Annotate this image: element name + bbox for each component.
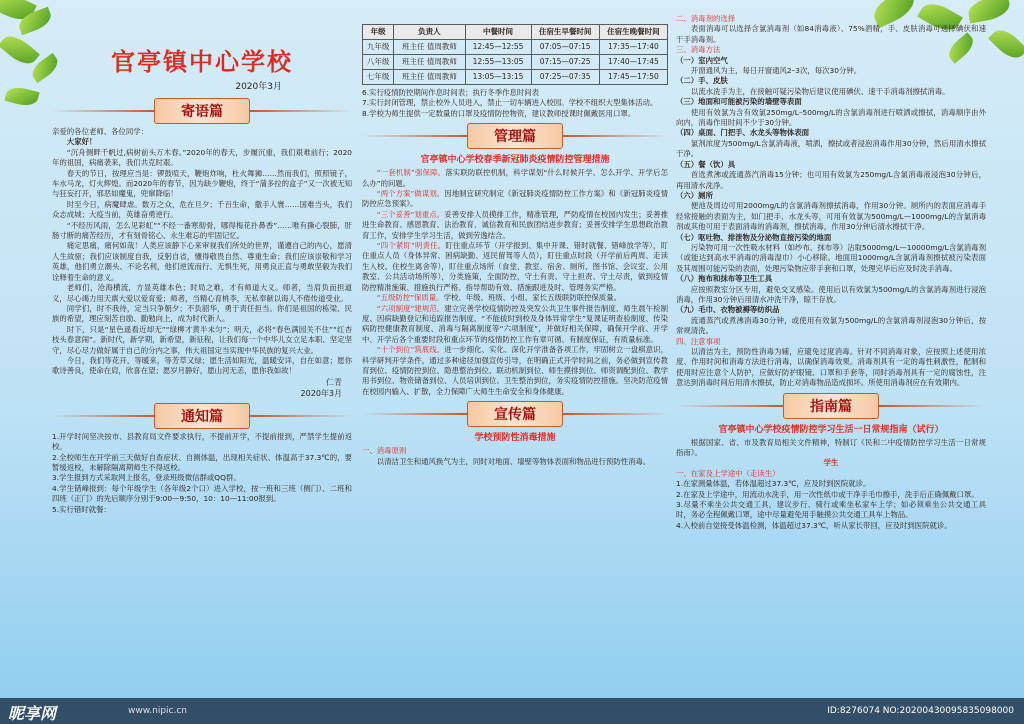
- list-item: 5.实行错时就餐：: [52, 504, 111, 514]
- column-right: [676, 14, 986, 694]
- disinfection-methods: 二、消毒剂的选择 表面消毒可以选择含氯消毒剂（如84消毒液）、75%酒精，手、皮肤消毒可选择碘伏和速干手消毒剂。 三、消毒方法 （一）室内空气 开窗通风为主，每日开窗通风2–3次，每次30分钟。 （二）手、皮肤 以流水洗手为主，在接触可疑污染物后建议使用碘伏、速干手消毒剂擦拭消毒。 （三）地面和可能被污染的墙壁等表面 使用有效氯为含有效氯250mg/L–500mg/L的含氯消毒剂进行喷洒或擦拭，消毒顺序由外向内，消毒作用时间不少于30分钟。 （四）桌面、门把手、水龙头等物体表面 氯剂浓度为500mg/L含氯消毒液，喷洒，擦拭或者浸泡消毒作用30分钟，然后用清水擦拭干净。 （五）餐（饮）具 首选煮沸或流通蒸汽消毒15分钟；也可用有效氯为250mg/L含氯消毒液浸泡30分钟后，再用清水洗净。 （六）厕所 便池及周边可用2000mg/L的含氯消毒剂擦拭消毒，作用30分钟。厕所内的表面应消毒手经常接触的表面为主，如门把手、水龙头等，可用有效氯为500mg/L—1000mg/L的含氯消毒剂或其他可用于表面消毒的消毒剂，擦拭消毒，作用30分钟后清水擦拭干净。 （七）呕吐物、排泄物及分泌物直接污染的地面 污染物可用一次性吸水材料（如纱布、抹布等）沾取5000mg/L—10000mg/L含氯消毒剂（或能达到高水平消毒的消毒湿巾）小心移除。地面用1000mg/L含氯消毒剂擦拭被污染表面及其周围可能污染的表面，处理污染物应带手套和口罩，处理完毕后应及时洗手消毒。 （八）拖布和抹布等卫生工具 应按照教室分区专用，避免交叉感染。使用后以有效氯为500mg/L的含氯消毒剂进行浸泡消毒，作用30分钟后用清水冲洗干净，晾干存放。 （九）毛巾、衣物被褥等纺织品 流通蒸汽或煮沸消毒30分钟，或使用有效氯为500mg/L的含氯消毒剂浸泡30分钟后，按常规清洗。 四、注意事项 以清洁为主，预防性消毒为辅，应避免过度消毒。针对不同消毒对象，应按照上述使用浓度、作用时间和消毒方法进行消毒，以确保消毒效果。消毒剂具有一定的毒性刺激性，配制和使用时应注意个人防护，应做好防护眼镜、口罩和手套等，同时消毒剂具有一定的腐蚀性，注意达到消毒时间后用清水擦拭，防止对消毒物品造成损坏。所使用消毒剂应在有效期内。: [676, 14, 986, 388]
- list-item: 2.在家及上学途中，用流动水洗手，用一次性纸巾或干净手毛巾擦手，洗手后正确佩戴口罩。: [676, 489, 979, 499]
- guide-text: 根据国家、省、市及教育局相关文件精神，特制订《民和二中疫情防控学习生活一日常规指南》。 学生 一、在家及上学途中（走读生） 1.在家测量体温，若体温超过37.3℃，应及时到医院就诊。 2.在家及上学途中，用流动水洗手，用一次性纸巾或干净手毛巾擦手，洗手后正确佩戴口罩。 3.尽量不乘坐公共交通工具，建议步行、骑行或乘坐私家车上学；如必须乘坐公共交通工具时，务必全程佩戴口罩，途中尽量避免用手触摸公共交通工具车上物品。 4.入校前自觉接受体温检测，体温超过37.3℃，听从家长带回，应及时到医院就诊。: [676, 437, 986, 530]
- column-middle: [362, 14, 668, 694]
- header-date: 2020年3月: [235, 82, 282, 92]
- column-left: [52, 14, 352, 694]
- disinfection-subtitle: 学校预防性消毒措施: [474, 433, 556, 444]
- watermark-footer: [0, 698, 1024, 724]
- banner-management: 管理篇: [362, 123, 668, 149]
- list-item: 1.开学时间坚决按市、县教育局文件要求执行，不提前开学，不提前报到，严禁学生提前返校。: [52, 431, 352, 452]
- list-item: 1.在家测量体温，若体温超过37.3℃，应及时到医院就诊。: [676, 479, 871, 489]
- table-row: 九年级 班主任 值周教师 12:45—12:55 07:05—07:15 17:35—17:40: [363, 40, 668, 55]
- list-item: 3.学生报到方式采取网上报名，登录班级微信群或QQ群。: [52, 473, 241, 483]
- sign-date: 2020年3月: [300, 388, 342, 398]
- list-item: 2.全校师生在开学前三天做好自查症状、自测体温，出现相关症状、体温高于37.3℃的，要暂缓返校，未解除隔离期师生不得返校。: [52, 452, 352, 472]
- disinfection-principle: 一、消毒原则 以清洁卫生和通风换气为主，同时对地面、墙壁等物体表面和物品进行预防性消毒。: [362, 446, 651, 466]
- meal-schedule-table: [362, 24, 668, 85]
- banner-notice: 通知篇: [52, 403, 352, 429]
- image-id-label: ID:8276074 NO:20200430095835098000: [827, 706, 1014, 716]
- list-item: 4.学生错峰报到：每个年级学生（各年级2个口）进入学校，按一班和三班（侧门）、二班和四班（正门）的先后顺序分别于9:00—9:50，10：10—11:00报到。: [52, 483, 352, 504]
- banner-message: 寄语篇: [52, 98, 352, 124]
- banner-guide: 指南篇: [676, 393, 986, 419]
- management-subtitle: 官亭镇中心学校春季新冠肺炎疫情防控管理措施: [420, 155, 610, 166]
- table-row: 七年级 班主任 值周教师 13:05—13:15 07:25—07:35 17:45—17:50: [363, 70, 668, 85]
- list-item: 4.入校前自觉接受体温检测，体温超过37.3℃，听从家长带回，应及时到医院就诊。: [676, 520, 952, 530]
- watermark-url: www.nipic.cn: [128, 706, 187, 716]
- notice-continued: 6.实行疫情防控期间作息时间表；执行冬季作息时间表 7.实行封闭管理，禁止校外人员进入，禁止一切车辆进入校园。学校不组织大型集体活动。 8.学校为师生提供一定数量的口罩及疫情防控物资，建议教师授课时佩戴医用口罩。: [362, 88, 658, 118]
- table-row: 八年级 班主任 值周教师 12:55—13:05 07:15—07:25 17:40—17:45: [363, 55, 668, 70]
- banner-publicity: 宣传篇: [362, 401, 668, 427]
- signer-name: 仁青: [326, 377, 342, 387]
- notice-list: [52, 432, 352, 515]
- table-header-row: 年级 负责人 中餐时间 住宿生早餐时间 住宿生晚餐时间: [363, 25, 668, 40]
- page-title: 官亭镇中心学校: [111, 47, 293, 76]
- watermark-logo: 昵享网: [8, 704, 57, 723]
- list-item: 3.尽量不乘坐公共交通工具，建议步行、骑行或乘坐私家车上学；如必须乘坐公共交通工具时，务必全程佩戴口罩，途中尽量避免用手触摸公共交通工具车上物品。: [676, 500, 986, 520]
- message-text: 亲爱的各位老师、各位同学： 大家好！ “沉舟侧畔千帆过,病树前头万木春。”2020年的春天，步履沉重，我们艰难前行；2020年的祖国，病痛袭来，我们共克时艰。 春天的节日，按理应当是：锣鼓喧天，鞭炮炸响，杜火舞狮……然而我们，照照镜子，车水马龙，灯火辉煌。而2020年的春节，因为缺少鞭炮，终于“蒲多拉的盒子”又一次被无知与狂妄打开，邪恶如魔鬼，兜窜降临！ 时至今日，病魔肆虐。数万之众，危在旦夕；千百生命，撒手人寰……国难当头，我们众志成城；大疫当前，英雄奋勇逆行。 “不经历风雨，怎么见彩虹”“不经一番寒彻骨，哪得梅花扑鼻香”……唯有撕心裂肺，肝肠寸断的痛苦经历，才有刻骨铭心、永生难忘的牢固记忆。 痛定思痛，痛何如哉！人类应该静下心来审视我们所处的世界，谨遵自己的内心，愿清人生故驱；我们应该制度自我，反躬自省，懂得敬畏自然、尊重生命；我们应该崇敬和学习英雄，他们勇立潮头、不论名利，他们逆流而行、无惧生死，用勇良正直与勇敢坚毅为我们诠释着生命的意义。 老师们，沧海横流，方显英雄本色；时局之难，才有师道大义。师者，当肩负而担道义，尽心竭力用天禀大爱以爱育爱；师者，当精心育桃李，无私奉献以诲人不倦传道受业。 同学们，时不我待，定当只争朝夕；不负韶华，勇于责任担当。你们是祖国的栋梁、民族的希望，理应刻苦自励、勤勉向上，成为时代新人。 时下，只是“星色遥看近却无”“绿柳才黄半未匀”；明天，必将“春色满园关不住”“红杏枝头春意闹”。新时代，新学期，新希望，新征程，让我们每一个中华儿女立足本职、坚定坚守，尽心尽力做好属于自己的分内之事，伟大祖国定当实现中华民族的复兴大业。 今日，我们等花开，等暖来，等芳草又绿；愿生活如阳光，温暖安详，自在如意；愿你歌诗善良，使命在肩，欣喜在望；愿岁月静好，愿山河无恙，愿你我如故！: [52, 127, 352, 376]
- management-measures: “一套机制”强保障。落实联防联控机制，科学谋划“什么时候开学、怎么开学、开学后怎么办”的问题。 “两个方案”做谋划。因地制宜研究制定《新冠肺炎疫情防控工作方案》和《新冠肺炎疫情防控应急预案》。 “三个妥善”划重点。妥善安排人员摸排工作，精准管理，严防疫情在校园内发生；妥善推进生命教育、感恩教育、法治教育、诚信教育和民族团结进步教育；妥善安排学生思想政治教育工作，安排学生学习生活，做到劳逸结合。 “四个紧盯”明责任。盯住重点环节（开学报到、集中开课、错时就餐、错峰放学等），盯住重点人员（身体异常、困病缺勤、返民留驾等人员），盯住重点时段（开学前后两周、走读生入校、住校生离舍等），盯住重点场所（食堂、教室、宿舍、厕所、图书馆、会议室、公用教室、公共活动场所等），分类施策，全面防控，守土有责、守土担责、守土尽责，做到疫情防控精准施策、措施执行严格、指导帮助有效、措施跟进及时、管理务实严格。 “五级防控”保质量。学校、年级、班级、小组、家长五级联防联控保质量。 “六项制度”建规范。建立完善学校疫情防控及突发公共卫生事件报告制度、师生晨午检制度、因病缺勤登记和追踪报告制度、“不能拔时到校及身体异常学生”复课证明查验制度、传染病防控健康教育制度、消毒与隔离制度等“六项制度”，并做好相关保障，确保开学前、开学中、开学后各个重要时段和重点环节的疫情防控工作有章可循、有制度保证，有质量标准。 “十个到位”筑底线。进一步细化、实化、深化开学准备各项工作，牢固树立一盘棋意识，科学研判开学条件，通过多种途径加强宣传引导，在明确正式开学时间之前，务必做到宣传教育到位、疫情防控到位、隐患整治到位、联动机制到位、师生摸排到位、师资调配到位、教学用书到位、物资储备到位、人员培训到位、卫生整治到位，务实疫情防控措施。坚决防范疫情在校园内输入、扩散，全力保障广大师生生命安全和身体健康。: [362, 168, 668, 396]
- guide-subtitle: 官亭镇中心学校疫情防控学习生活一日常规指南（试行）: [718, 424, 944, 435]
